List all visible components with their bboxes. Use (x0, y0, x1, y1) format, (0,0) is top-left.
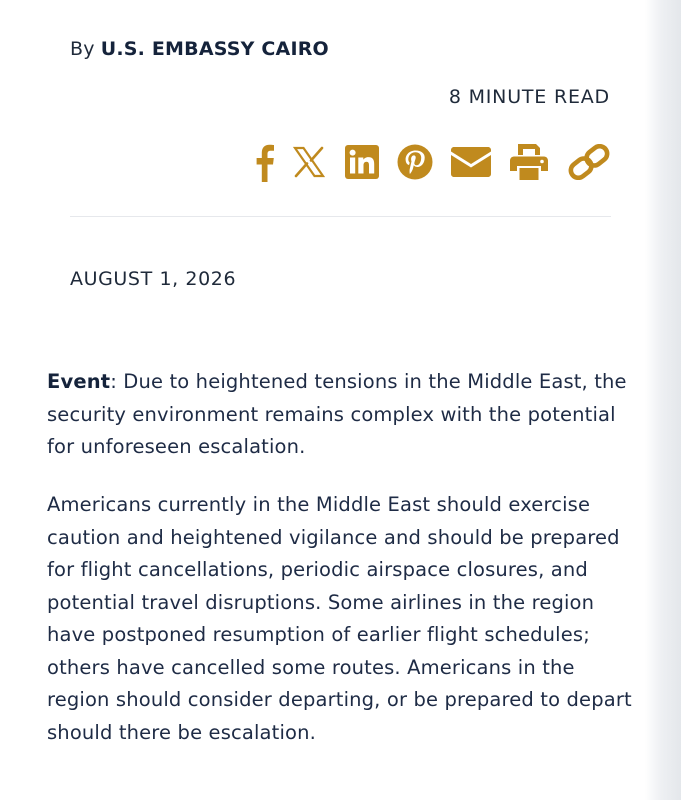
byline-author: U.S. EMBASSY CAIRO (100, 38, 329, 60)
read-time: 8 MINUTE READ (448, 86, 610, 108)
email-icon (451, 147, 491, 177)
byline (70, 38, 329, 60)
share-facebook-button[interactable] (254, 140, 274, 184)
print-icon (510, 144, 548, 180)
event-paragraph (47, 366, 637, 464)
share-toolbar (254, 140, 612, 184)
header-divider (70, 216, 611, 217)
share-email-button[interactable] (451, 140, 491, 184)
share-pinterest-button[interactable] (397, 140, 433, 184)
pinterest-icon (397, 144, 433, 180)
linkedin-icon (345, 145, 379, 179)
byline-prefix: By (70, 38, 95, 60)
facebook-icon (254, 142, 274, 182)
link-icon (566, 144, 612, 180)
share-print-button[interactable] (510, 140, 548, 184)
right-edge-shade (645, 0, 681, 800)
share-x-button[interactable] (292, 140, 326, 184)
publish-date: AUGUST 1, 2026 (70, 268, 237, 290)
copy-link-button[interactable] (566, 140, 612, 184)
event-text: : Due to heightened tensions in the Middle East, the security environment remains complex with the potential for unforeseen escalation. (47, 370, 627, 458)
share-linkedin-button[interactable] (345, 140, 379, 184)
advisory-paragraph: Americans currently in the Middle East should exercise caution and heightened vigilance and should be prepared for flight cancellations, periodic airspace closures, and potential travel disruptions. Some airlines in the region have postponed resumption of earlier flight schedules; others have cancelled some routes. Americans in the region should consider departing, or be prepared to depart should there be escalation. (47, 493, 632, 744)
event-label: Event (47, 370, 111, 393)
x-icon (292, 146, 326, 178)
